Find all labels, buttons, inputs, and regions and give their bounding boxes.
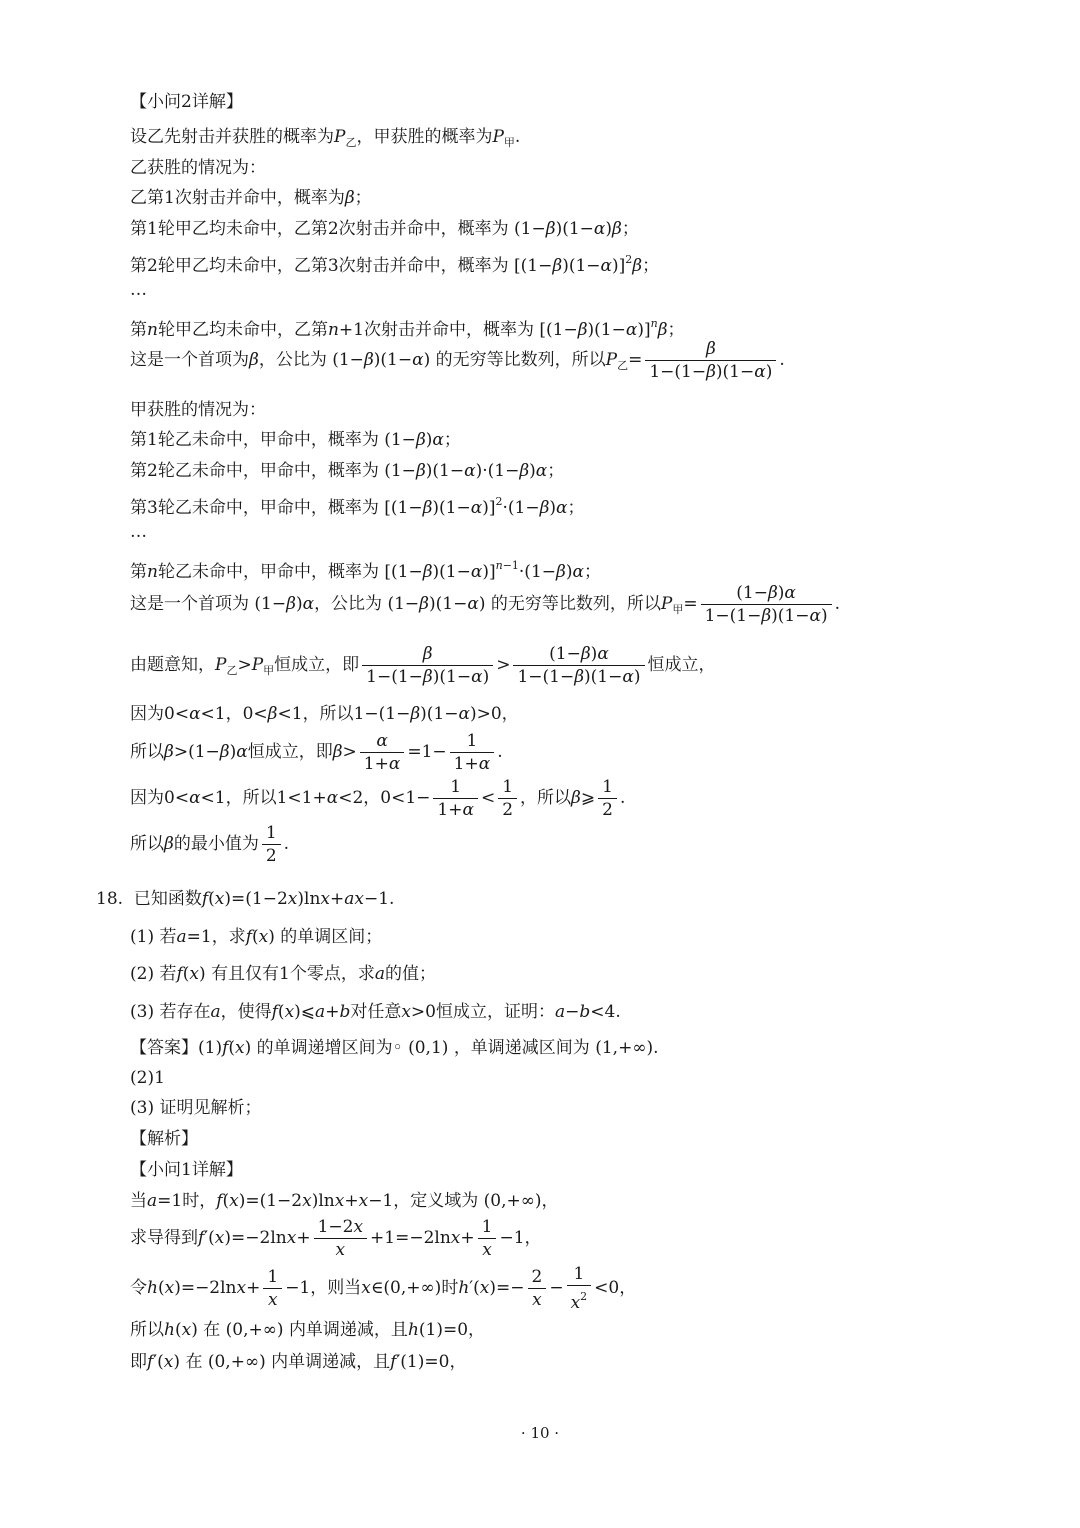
subq1-heading: 【小问1详解】 [130,1160,243,1180]
text-line: 第2轮乙未命中，甲命中，概率为 (1−β)(1−α)·(1−β)α； [130,461,565,481]
answer-line-2: (2)1 [130,1068,165,1088]
ellipsis: … [130,280,147,300]
question-18: 18. 已知函数f(x)=(1−2x)lnx+ax−1. [96,889,395,909]
solution-line: 当a=1时，f(x)=(1−2x)lnx+x−1，定义域为 (0,+∞)， [130,1191,559,1211]
question-part-3: (3) 若存在a，使得f(x)⩽a+b对任意x>0恒成立，证明：a−b<4. [130,1002,621,1022]
question-part-1: (1) 若a=1，求f(x) 的单调区间； [130,927,383,947]
formula-line: 所以β的最小值为 $\frac{1}{2}$ . [130,823,290,866]
solution-line: 即f′(x) 在 (0,+∞) 内单调递减，且f′(1)=0， [130,1352,467,1372]
page-number: · 10 · [520,1424,560,1442]
text-line: 第n轮乙未命中，甲命中，概率为 $[(1-\beta)(1-\alpha)]^{n-1}\cdot(1-\beta)\alpha$； [130,559,601,582]
formula-line: 由题意知，$P_乙>P_甲$恒成立，即 $\frac{\beta}{1-(1-\beta)(1-\alpha)}$ > $\frac{(1-\beta)\alpha}{1-(1-\beta)(1-\alpha)}$ 恒成立， [130,644,716,687]
text-line: 第1轮甲乙均未命中，乙第2次射击并命中，概率为 (1−β)(1−α)β； [130,219,639,239]
text-line: 设乙先射击并获胜的概率为$P_乙$，甲获胜的概率为$P_甲$. [130,127,521,149]
formula-line: 这是一个首项为β，公比为 (1−β)(1−α) 的无穷等比数列，所以$P_乙=$ $\frac{\beta}{1-(1-\beta)(1-\alpha)}$ . [130,339,785,382]
ellipsis: … [130,522,147,542]
formula-line: 求导得到f′(x)=−2lnx+ $\frac{1-2x}{x}$ +1=−2lnx+ $\frac{1}{x}$ −1， [130,1217,542,1260]
answer-line-3: (3) 证明见解析； [130,1098,262,1118]
text-line: 乙获胜的情况为： [130,158,266,178]
formula-line: 因为0<α<1，所以1<1+α<2，0<1− $\frac{1}{1+\alpha}$ < $\frac{1}{2}$ ，所以β⩾ $\frac{1}{2}$ . [130,777,626,820]
text-line: 第3轮乙未命中，甲命中，概率为 $[(1-\beta)(1-\alpha)]^2\cdot(1-\beta)\alpha$； [130,495,585,518]
formula-line: 所以β>(1−β)α恒成立，即β> $\frac{\alpha}{1+\alpha}$ =1− $\frac{1}{1+\alpha}$ . [130,731,503,774]
text-line: 甲获胜的情况为： [130,400,266,420]
text-line: 第1轮乙未命中，甲命中，概率为 (1−β)α； [130,430,461,450]
solution-line: 所以h(x) 在 (0,+∞) 内单调递减，且h(1)=0， [130,1320,486,1340]
text-line: 乙第1次射击并命中，概率为β； [130,188,372,208]
text-line: 第n轮甲乙均未命中，乙第n+1次射击并命中，概率为 $[(1-\beta)(1-\alpha)]^n\beta$； [130,317,685,340]
text-line: 因为0<α<1，0<β<1，所以1−(1−β)(1−α)>0， [130,704,519,724]
answer-line-1: 【答案】(1)f(x) 的单调递增区间为◦ (0,1) ，单调递减区间为 (1,+∞). [130,1038,659,1058]
question-part-2: (2) 若f(x) 有且仅有1个零点，求a的值； [130,964,437,984]
formula-line: 这是一个首项为 (1−β)α，公比为 (1−β)(1−α) 的无穷等比数列，所以$P_甲=$ $\frac{(1-\beta)\alpha}{1-(1-\beta)(1-\alpha)}$ . [130,583,841,626]
subq2-heading: 【小问2详解】 [130,92,243,112]
text-line: 第2轮甲乙均未命中，乙第3次射击并命中，概率为 $[(1-\beta)(1-\alpha)]^2\beta$； [130,253,660,276]
formula-line: 令h(x)=−2lnx+ $\frac{1}{x}$ −1，则当x∈(0,+∞)时h′(x)=− $\frac{2}{x}$ − $\frac{1}{x^2}$ <0， [130,1264,637,1313]
analysis-heading: 【解析】 [130,1129,198,1149]
